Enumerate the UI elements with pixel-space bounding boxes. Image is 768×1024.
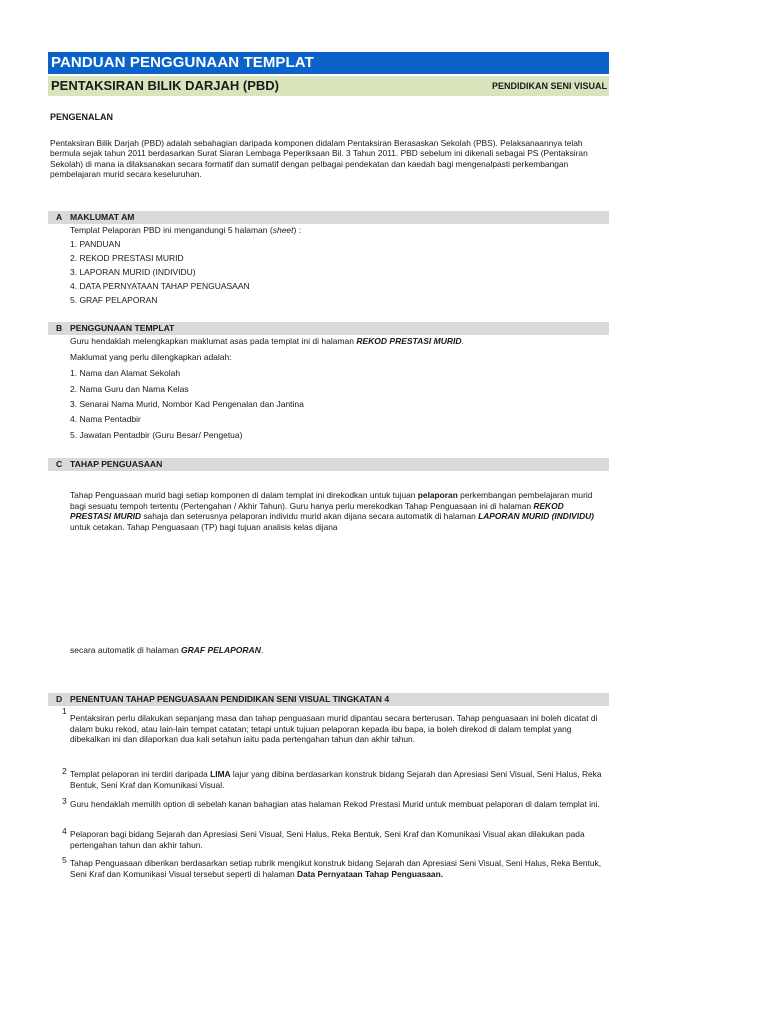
section-c-tail-end: .: [260, 645, 264, 655]
section-b-letter: B: [56, 323, 63, 333]
list-item-text: Tahap Penguasaan diberikan berdasarkan setiap rubrik mengikut konstruk bidang Sejarah dan Apresiasi Seni Visual, Seni Halus, Reka Bentuk, Seni Kraf dan Komunikasi Visual tersebut seperti di halaman: [70, 858, 602, 879]
section-c-tail-text: secara automatik di halaman: [70, 645, 182, 655]
list-number: 3: [62, 796, 67, 806]
list-item: 5. GRAF PELAPORAN: [70, 295, 158, 305]
section-b-line1-em: REKOD PRESTASI MURID: [356, 336, 462, 346]
section-d-title: PENENTUAN TAHAP PENGUASAAN PENDIDIKAN SENI VISUAL TINGKATAN 4: [70, 694, 390, 704]
list-item: Pentaksiran perlu dilakukan sepanjang masa dan tahap penguasaan murid dipantau secara berterusan. Tahap penguasaan ini boleh dicatat di dalam buku rekod, atau lain-lain tempat catatan; tetapi untuk tujuan pelaporan kepada ibu bapa, ia boleh direkod di dalam templat yang dibekalkan ini dan dilaporkan dua kali setahun iaitu pada pertengahan tahun dan akhir tahun.: [70, 713, 598, 745]
section-c-text-f: LAPORAN MURID (INDIVIDU): [478, 511, 594, 522]
list-item: Guru hendaklah memilih option di sebelah kanan bahagian atas halaman Rekod Prestasi Murid untuk membuat pelaporan di dalam templat ini.: [70, 799, 600, 809]
section-b-line2: Maklumat yang perlu dilengkapkan adalah:: [70, 352, 232, 362]
section-c-tail: [70, 645, 263, 656]
section-c-header: [48, 458, 609, 471]
section-c-title: TAHAP PENGUASAAN: [70, 459, 163, 469]
section-c-text-g: untuk cetakan. Tahap Penguasaan (TP) bagi tujuan analisis kelas dijana: [70, 521, 338, 532]
list-item: [70, 858, 602, 879]
section-d-letter: D: [56, 694, 63, 704]
section-b-line1-end: .: [461, 336, 464, 346]
list-number: 2: [62, 766, 67, 776]
intro-paragraph: Pentaksiran Bilik Darjah (PBD) adalah sebahagian daripada komponen didalam Pentaksiran Berasaskan Sekolah (PBS). Pelaksanaannya telah bermula sejak tahun 2011 berdasarkan Surat Siaran Lembaga Peperiksaan Bil. 3 Tahun 2011. PBD sebelum ini dikenali sebagai PS (Pentaksiran Sekolah) di mana ia dilaksanakan secara formatif dan sumatif dengan pelbagai pendekatan dan kaedah bagi mengenalpasti perkembangan pembelajaran murid secara keseluruhan.: [50, 138, 588, 180]
list-item: 1. Nama dan Alamat Sekolah: [70, 368, 181, 378]
section-c-paragraph: [70, 490, 600, 532]
list-item: 4. DATA PERNYATAAN TAHAP PENGUASAAN: [70, 281, 250, 291]
list-item: [70, 769, 602, 790]
document-page: [48, 52, 609, 879]
section-b-line1: [70, 336, 464, 347]
section-c-text-d: REKOD PRESTASI MURID: [70, 500, 564, 522]
list-item-text: Templat pelaporan ini terdiri daripada: [70, 769, 211, 779]
section-b-header: [48, 322, 609, 335]
list-item: 3. LAPORAN MURID (INDIVIDU): [70, 267, 196, 277]
section-a-intro-end: ) :: [293, 225, 302, 235]
list-item: 4. Nama Pentadbir: [70, 414, 141, 424]
list-item-bold: Data Pernyataan Tahap Penguasaan.: [297, 868, 444, 879]
list-item-bold: LIMA: [210, 769, 231, 779]
section-a-header: [48, 211, 609, 224]
intro-heading: PENGENALAN: [50, 112, 114, 122]
section-c-text-b: pelaporan: [417, 490, 458, 500]
list-item: 5. Jawatan Pentadbir (Guru Besar/ Pengetua): [70, 430, 243, 440]
subtitle-bar: [48, 76, 609, 96]
document-title: PANDUAN PENGGUNAAN TEMPLAT: [48, 52, 609, 74]
list-item: 1. PANDUAN: [70, 239, 121, 249]
section-a-intro-text: Templat Pelaporan PBD ini mengandungi 5 halaman (: [70, 225, 273, 235]
subject-label: PENDIDIKAN SENI VISUAL: [491, 81, 607, 91]
section-c-tail-em: GRAF PELAPORAN: [181, 645, 261, 655]
section-c-text-c: perkembangan pembelajaran murid bagi sesuatu tempoh tertentu (Pertengahan / Akhir Tahun). Guru hanya perlu merekodkan Tahap Penguasaan ini di halaman: [70, 490, 593, 511]
section-c-letter: C: [56, 459, 63, 469]
section-a-letter: A: [56, 212, 63, 222]
list-item: 2. Nama Guru dan Nama Kelas: [70, 384, 189, 394]
list-number: 4: [62, 826, 67, 836]
list-item: 2. REKOD PRESTASI MURID: [70, 253, 184, 263]
section-b-title: PENGGUNAAN TEMPLAT: [70, 323, 175, 333]
list-item: Pelaporan bagi bidang Sejarah dan Apresiasi Seni Visual, Seni Halus, Reka Bentuk, Seni Kraf dan Komunikasi Visual akan dilakukan pada pertengahan tahun dan akhir tahun.: [70, 829, 585, 850]
list-number: 5: [62, 855, 67, 865]
section-b-line1-text: Guru hendaklah melengkapkan maklumat asas pada templat ini di halaman: [70, 336, 357, 346]
section-a-intro: [70, 225, 301, 236]
document-subtitle: PENTAKSIRAN BILIK DARJAH (PBD): [51, 78, 279, 93]
section-d-header: [48, 693, 609, 706]
list-item-text-end: lajur yang dibina berdasarkan konstruk bidang Sejarah dan Apresiasi Seni Visual, Seni Halus, Reka Bentuk, Seni Kraf dan Komunikasi Visual.: [70, 769, 602, 790]
section-a-intro-em: sheet: [272, 225, 294, 235]
list-number: 1: [62, 706, 67, 716]
section-c-text-a: Tahap Penguasaan murid bagi setiap komponen di dalam templat ini direkodkan untuk tujuan: [70, 490, 418, 500]
section-a-title: MAKLUMAT AM: [70, 212, 135, 222]
list-item: 3. Senarai Nama Murid, Nombor Kad Pengenalan dan Jantina: [70, 399, 304, 409]
section-c-text-e: sahaja dan seterusnya pelaporan individu murid akan dijana secara automatik di halaman: [141, 511, 479, 522]
